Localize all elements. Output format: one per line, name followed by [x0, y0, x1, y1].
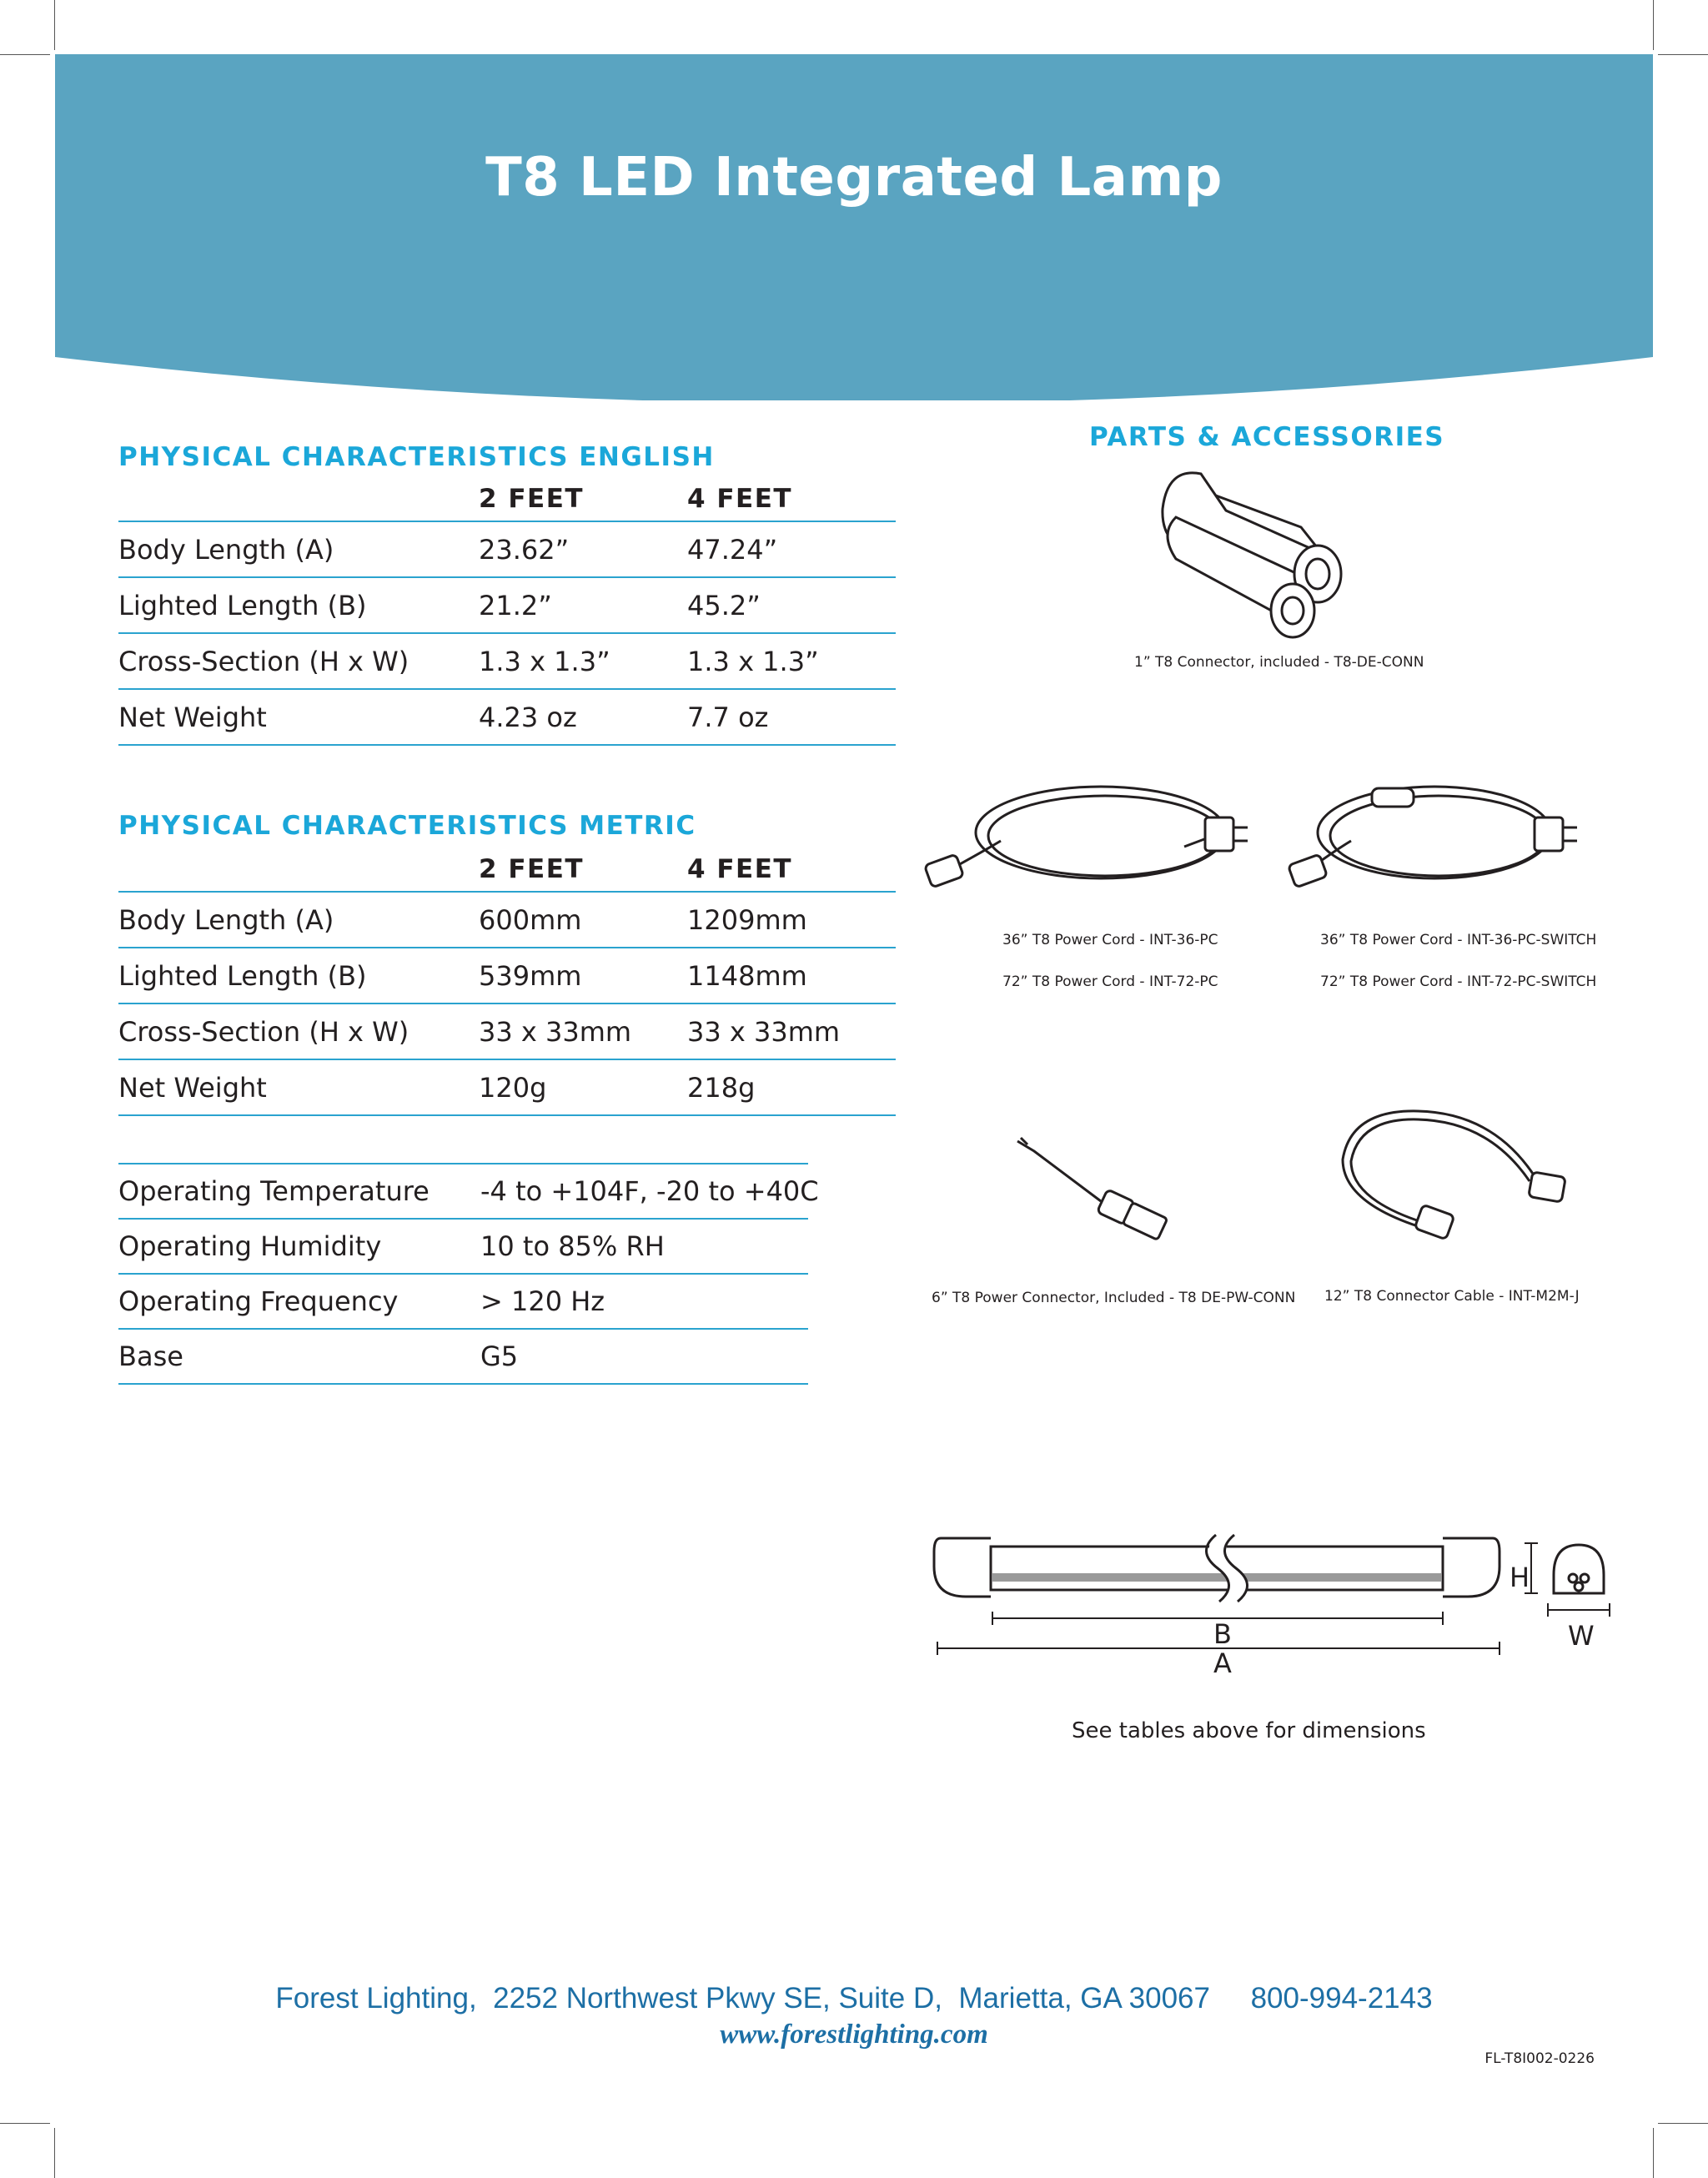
row-value: G5 — [480, 1341, 519, 1372]
lamp-dimension-diagram — [932, 1527, 1633, 1668]
table-row — [118, 1220, 808, 1275]
power-cord-illustration — [917, 776, 1251, 901]
connector-caption: 1” T8 Connector, included - T8-DE-CONN — [1134, 654, 1424, 671]
power-connector-illustration — [1009, 1134, 1176, 1251]
row-label: Base — [118, 1341, 183, 1372]
row-value: > 120 Hz — [480, 1285, 605, 1317]
metric-section-title: PHYSICAL CHARACTERISTICS METRIC — [118, 811, 696, 841]
row-label: Operating Temperature — [118, 1175, 430, 1207]
value-4ft: 45.2” — [687, 590, 761, 621]
footer-address: Forest Lighting, 2252 Northwest Pkwy SE, Suite D, Marietta, GA 30067 800-994-2143 — [275, 1982, 1433, 2015]
value-2ft: 600mm — [479, 904, 582, 936]
page-title: T8 LED Integrated Lamp — [485, 147, 1223, 209]
table-row — [118, 578, 896, 634]
column-header-4ft: 4 FEET — [687, 484, 793, 514]
row-label: Cross-Section (H x W) — [118, 646, 409, 677]
table-row — [118, 1164, 819, 1220]
dimension-label-b: B — [1213, 1618, 1232, 1650]
metric-table — [118, 853, 896, 1116]
power-cord-36-caption: 36” T8 Power Cord - INT-36-PC — [1002, 932, 1218, 948]
connector-cable-illustration — [1326, 1101, 1593, 1251]
table-row — [118, 1275, 808, 1330]
row-label: Lighted Length (B) — [118, 960, 367, 992]
value-2ft: 33 x 33mm — [479, 1016, 632, 1048]
value-2ft: 21.2” — [479, 590, 552, 621]
table-row — [118, 948, 896, 1004]
dimensions-note: See tables above for dimensions — [1072, 1718, 1426, 1743]
table-row — [118, 1060, 896, 1116]
switch-cord-illustration — [1284, 776, 1585, 901]
value-2ft: 539mm — [479, 960, 582, 992]
operating-table — [118, 1163, 819, 1385]
power-connector-caption: 6” T8 Power Connector, Included - T8 DE-PW-CONN — [932, 1290, 1296, 1306]
table-row — [118, 1004, 896, 1060]
parts-section-title: PARTS & ACCESSORIES — [1089, 422, 1445, 452]
dimension-label-h: H — [1510, 1562, 1530, 1593]
crop-mark-br-v — [1653, 2128, 1654, 2178]
value-4ft: 1.3 x 1.3” — [687, 646, 819, 677]
value-2ft: 23.62” — [479, 534, 570, 566]
row-label: Net Weight — [118, 702, 267, 733]
english-section-title: PHYSICAL CHARACTERISTICS ENGLISH — [118, 442, 715, 472]
row-label: Cross-Section (H x W) — [118, 1016, 409, 1048]
value-4ft: 1209mm — [687, 904, 807, 936]
english-header-row — [118, 482, 896, 522]
switch-cord-36-caption: 36” T8 Power Cord - INT-36-PC-SWITCH — [1320, 932, 1597, 948]
column-header-2ft: 2 FEET — [479, 484, 585, 514]
row-label: Body Length (A) — [118, 534, 334, 566]
row-value: -4 to +104F, -20 to +40C — [480, 1175, 819, 1207]
power-cord-72-caption: 72” T8 Power Cord - INT-72-PC — [1002, 973, 1218, 990]
column-header-2ft: 2 FEET — [479, 854, 585, 884]
switch-cord-72-caption: 72” T8 Power Cord - INT-72-PC-SWITCH — [1320, 973, 1597, 990]
crop-mark-br-h — [1658, 2123, 1708, 2124]
row-value: 10 to 85% RH — [480, 1230, 665, 1262]
connector-cable-caption: 12” T8 Connector Cable - INT-M2M-J — [1324, 1288, 1580, 1305]
value-4ft: 218g — [687, 1072, 756, 1104]
table-row — [118, 634, 896, 690]
row-label: Operating Frequency — [118, 1285, 399, 1317]
document-code: FL-T8I002-0226 — [1484, 2050, 1595, 2067]
crop-mark-bl-v — [54, 2128, 55, 2178]
table-row — [118, 1330, 808, 1385]
row-label: Lighted Length (B) — [118, 590, 367, 621]
table-row — [118, 893, 896, 948]
value-4ft: 7.7 oz — [687, 702, 769, 733]
value-4ft: 33 x 33mm — [687, 1016, 841, 1048]
table-row — [118, 522, 896, 578]
column-header-4ft: 4 FEET — [687, 854, 793, 884]
value-4ft: 1148mm — [687, 960, 807, 992]
row-label: Body Length (A) — [118, 904, 334, 936]
metric-header-row — [118, 853, 896, 893]
value-2ft: 120g — [479, 1072, 547, 1104]
row-label: Net Weight — [118, 1072, 267, 1104]
value-2ft: 1.3 x 1.3” — [479, 646, 610, 677]
value-2ft: 4.23 oz — [479, 702, 577, 733]
value-4ft: 47.24” — [687, 534, 778, 566]
row-label: Operating Humidity — [118, 1230, 382, 1262]
footer-website-link[interactable]: www.forestlighting.com — [720, 2020, 988, 2050]
dimension-label-a: A — [1213, 1647, 1232, 1679]
table-row — [118, 690, 896, 746]
crop-mark-bl-h — [0, 2123, 50, 2124]
english-table — [118, 482, 896, 746]
dimension-label-w: W — [1568, 1620, 1595, 1652]
connector-illustration — [1151, 467, 1368, 642]
